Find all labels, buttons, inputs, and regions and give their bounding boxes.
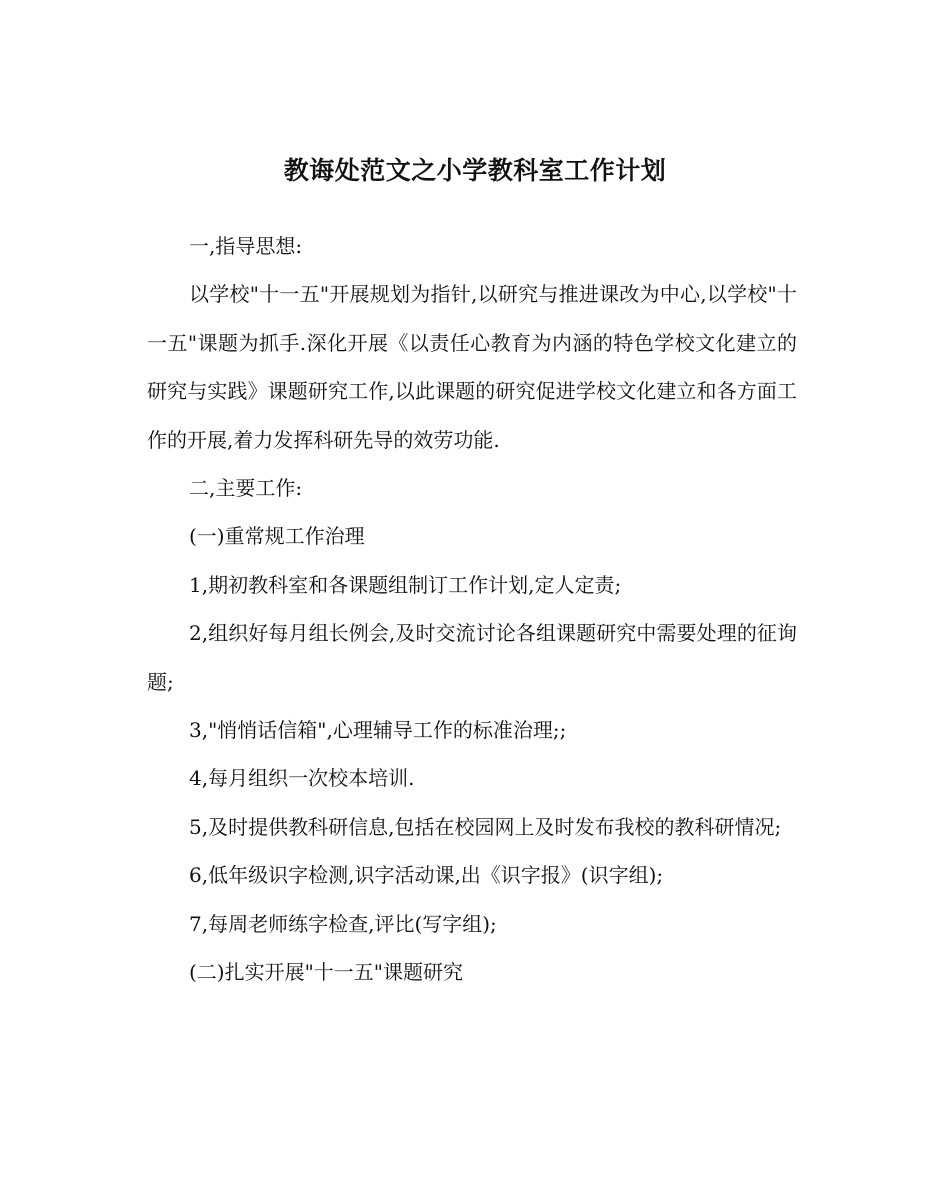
list-item: 6,低年级识字检测,识字活动课,出《识字报》(识字组); (189, 863, 664, 888)
list-item: 2,组织好每月组长例会,及时交流讨论各组课题研究中需要处理的征询题; (147, 621, 797, 694)
document-title: 教诲处范文之小学教科室工作计划 (283, 155, 667, 185)
section-heading-guiding-thought: 一,指导思想: (189, 234, 303, 258)
subsection-heading-research: (二)扎实开展"十一五"课题研究 (189, 960, 464, 985)
paragraph-guiding-thought: 以学校"十一五"开展规划为指针,以研究与推进课改为中心,以学校"十一五"课题为抓手.深化开展《以责任心教育为内涵的特色学校文化建立的研究与实践》课题研究工作,以此课题的研究促进学校文化建立和各方面工作的开展,着力发挥科研先导的效劳功能. (147, 282, 797, 452)
list-item: 1,期初教科室和各课题组制订工作计划,定人定责; (189, 572, 622, 597)
list-item: 4,每月组织一次校本培训. (189, 766, 415, 791)
document-body (147, 222, 797, 997)
list-item: 3,"悄悄话信箱",心理辅导工作的标准治理;; (189, 718, 567, 743)
list-item: 7,每周老师练字检查,评比(写字组); (189, 911, 497, 936)
subsection-heading-routine-work: (一)重常规工作治理 (189, 524, 365, 549)
section-heading-main-work: 二,主要工作: (189, 476, 303, 501)
list-item: 5,及时提供教科研信息,包括在校园网上及时发布我校的教科研情况; (189, 814, 782, 839)
